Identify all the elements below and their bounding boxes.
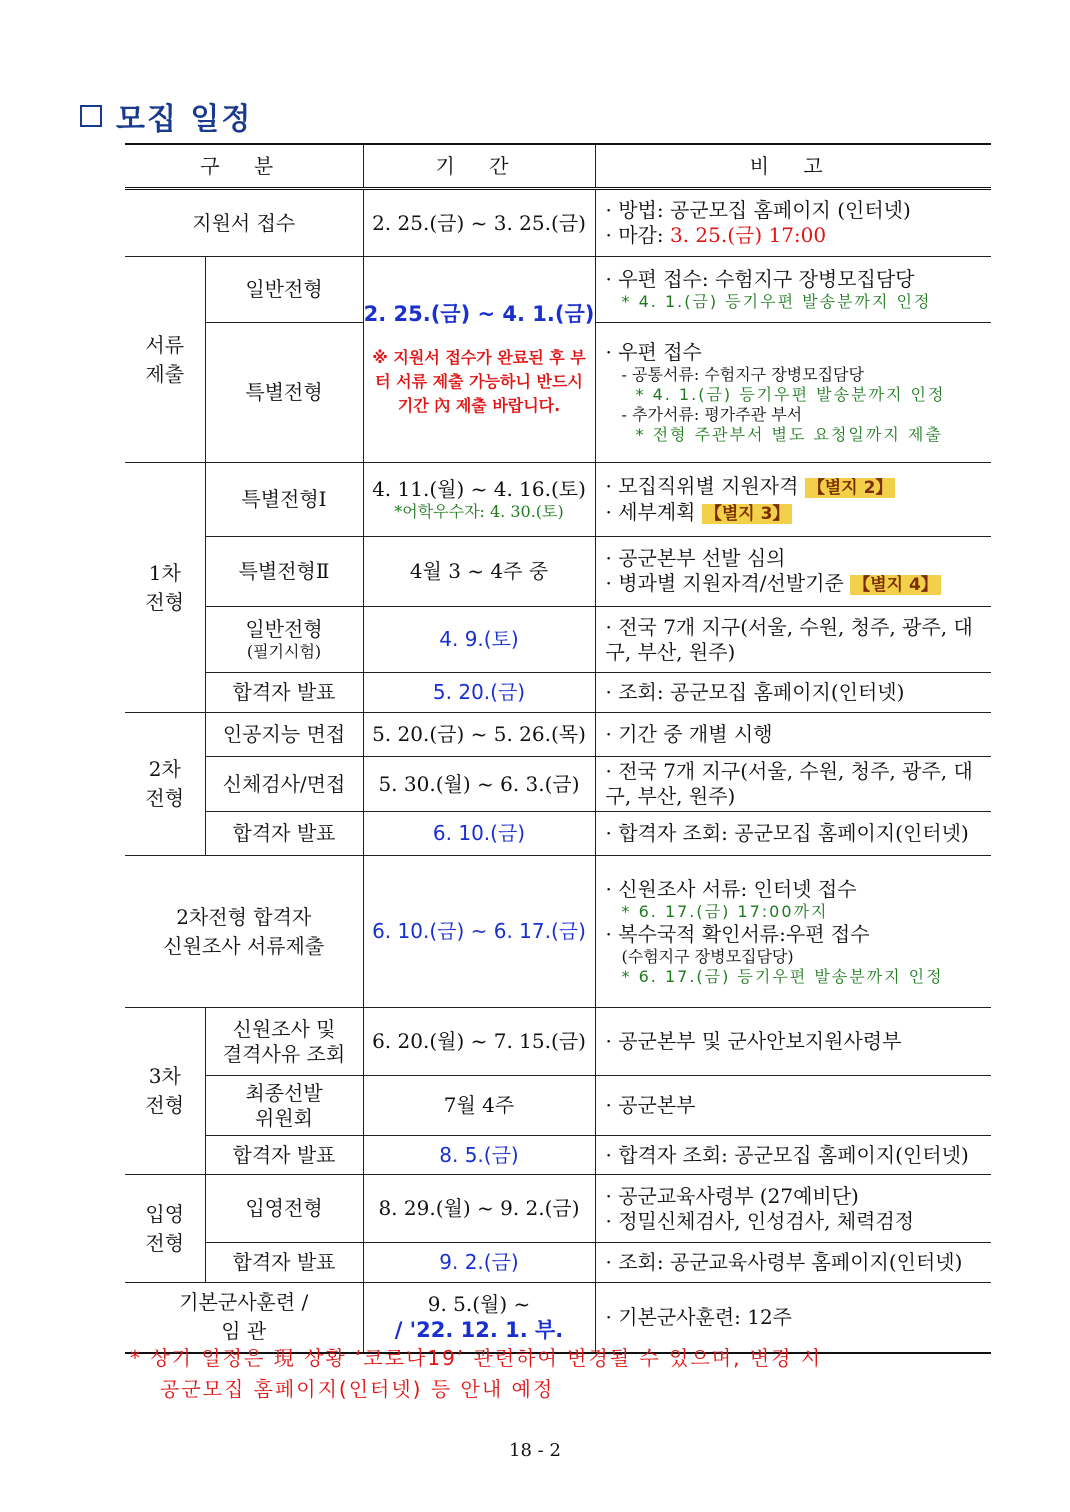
table-row [125,1076,991,1136]
cell-note: · 조회: 공군교육사령부 홈페이지(인터넷) [595,1243,991,1283]
cell-note: · 우편 접수: 수험지구 장병모집담당 * 4. 1.(금) 등기우편 발송분까지 인정 [595,257,991,323]
table-row [125,713,991,757]
cell-category: 3차 전형 [125,1008,205,1175]
footnote-line: * 상기 일정은 現 상황 ‘코로나19’ 관련하여 변경될 수 있으며, 변경 시 [130,1346,823,1370]
page-number: 18 - 2 [509,1440,561,1461]
table-row [125,1243,991,1283]
cell-period: 2. 25.(금) ~ 4. 1.(금) ※ 지원서 접수가 완료된 후 부터 서류 제출 가능하니 반드시 기간 內 제출 바랍니다. [363,257,595,463]
cell-note: · 조회: 공군모집 홈페이지(인터넷) [595,673,991,713]
table-row [125,607,991,673]
cell-subcategory: 일반전형 [205,257,363,323]
cell-note: · 합격자 조회: 공군모집 홈페이지(인터넷) [595,812,991,856]
header-note: 비 고 [595,144,991,189]
cell-subcategory: 인공지능 면접 [205,713,363,757]
table-row [125,757,991,812]
cell-category: 1차 전형 [125,463,205,713]
cell-period: 5. 20.(금) [363,673,595,713]
cell-period: 8. 5.(금) [363,1136,595,1175]
cell-note: · 전국 7개 지구(서울, 수원, 청주, 광주, 대구, 부산, 원주) [595,757,991,812]
cell-note: · 기간 중 개별 시행 [595,713,991,757]
cell-note: · 공군본부 및 군사안보지원사령부 [595,1008,991,1076]
cell-period: 4월 3 ~ 4주 중 [363,537,595,607]
cell-note: · 전국 7개 지구(서울, 수원, 청주, 광주, 대구, 부산, 원주) [595,607,991,673]
cell-subcategory: 최종선발 위원회 [205,1076,363,1136]
cell-note: · 방법: 공군모집 홈페이지 (인터넷) · 마감: 3. 25.(금) 17:00 [595,189,991,257]
cell-category: 지원서 접수 [125,189,363,257]
cell-category: 입영 전형 [125,1175,205,1283]
cell-period: 6. 10.(금) ~ 6. 17.(금) [363,856,595,1008]
table-row [125,537,991,607]
schedule-table [125,143,991,1354]
cell-period: 5. 30.(월) ~ 6. 3.(금) [363,757,595,812]
cell-subcategory: 신원조사 및 결격사유 조회 [205,1008,363,1076]
cell-subcategory: 특별전형 [205,323,363,463]
cell-note: · 공군본부 [595,1076,991,1136]
cell-period: 4. 9.(토) [363,607,595,673]
table-row [125,189,991,257]
cell-note: · 공군교육사령부 (27예비단) · 정밀신체검사, 인성검사, 체력검정 [595,1175,991,1243]
cell-subcategory: 신체검사/면접 [205,757,363,812]
table-row [125,257,991,323]
cell-category: 기본군사훈련 / 임 관 [125,1283,363,1353]
cell-subcategory: 합격자 발표 [205,812,363,856]
cell-period: 9. 2.(금) [363,1243,595,1283]
table-row [125,673,991,713]
section-heading [80,96,252,136]
cell-subcategory: 특별전형Ⅱ [205,537,363,607]
cell-period: 8. 29.(월) ~ 9. 2.(금) [363,1175,595,1243]
table-row [125,463,991,537]
cell-category: 서류 제출 [125,257,205,463]
submission-warning: ※ 지원서 접수가 완료된 후 부터 서류 제출 가능하니 반드시 기간 內 제출 바랍니다. [372,347,586,415]
cell-category: 2차전형 합격자 신원조사 서류제출 [125,856,363,1008]
cell-period: 7월 4주 [363,1076,595,1136]
table-row [125,1175,991,1243]
cell-period: 5. 20.(금) ~ 5. 26.(목) [363,713,595,757]
header-category: 구 분 [125,144,363,189]
cell-note: · 공군본부 선발 심의 · 병과별 지원자격/선발기준 【별지 4】 [595,537,991,607]
cell-note: · 모집직위별 지원자격 【별지 2】 · 세부계획 【별지 3】 [595,463,991,537]
table-row [125,1008,991,1076]
table-row [125,1136,991,1175]
cell-subcategory: 일반전형 (필기시험) [205,607,363,673]
cell-category: 2차 전형 [125,713,205,856]
table-row [125,812,991,856]
cell-period: 2. 25.(금) ~ 3. 25.(금) [363,189,595,257]
cell-note: · 합격자 조회: 공군모집 홈페이지(인터넷) [595,1136,991,1175]
checkbox-square-icon [80,105,102,127]
cell-period: 6. 10.(금) [363,812,595,856]
cell-note: · 신원조사 서류: 인터넷 접수 * 6. 17.(금) 17:00까지 · 복수국적 확인서류:우편 접수 (수험지구 장병모집담당) * 6. 17.(금) 등기우편 발송분까지 인정 [595,856,991,1008]
cell-subcategory: 입영전형 [205,1175,363,1243]
cell-period: 4. 11.(월) ~ 4. 16.(토) *어학우수자: 4. 30.(토) [363,463,595,537]
table-row [125,856,991,1008]
cell-subcategory: 합격자 발표 [205,1243,363,1283]
cell-subcategory: 합격자 발표 [205,673,363,713]
table-row [125,1283,991,1353]
header-period: 기 간 [363,144,595,189]
cell-subcategory: 특별전형Ⅰ [205,463,363,537]
footnote [130,1343,1000,1405]
cell-period: 6. 20.(월) ~ 7. 15.(금) [363,1008,595,1076]
table-header-row [125,144,991,189]
cell-period: 9. 5.(월) ~ / '22. 12. 1. 부. [363,1283,595,1353]
footnote-line: 공군모집 홈페이지(인터넷) 등 안내 예정 [160,1377,555,1401]
cell-note: · 기본군사훈련: 12주 [595,1283,991,1353]
section-title: 모집 일정 [116,102,253,137]
cell-subcategory: 합격자 발표 [205,1136,363,1175]
cell-note: · 우편 접수 - 공통서류: 수험지구 장병모집담당 * 4. 1.(금) 등기우편 발송분까지 인정 - 추가서류: 평가주관 부서 * 전형 주관부서 별도 요청일까지 제출 [595,323,991,463]
